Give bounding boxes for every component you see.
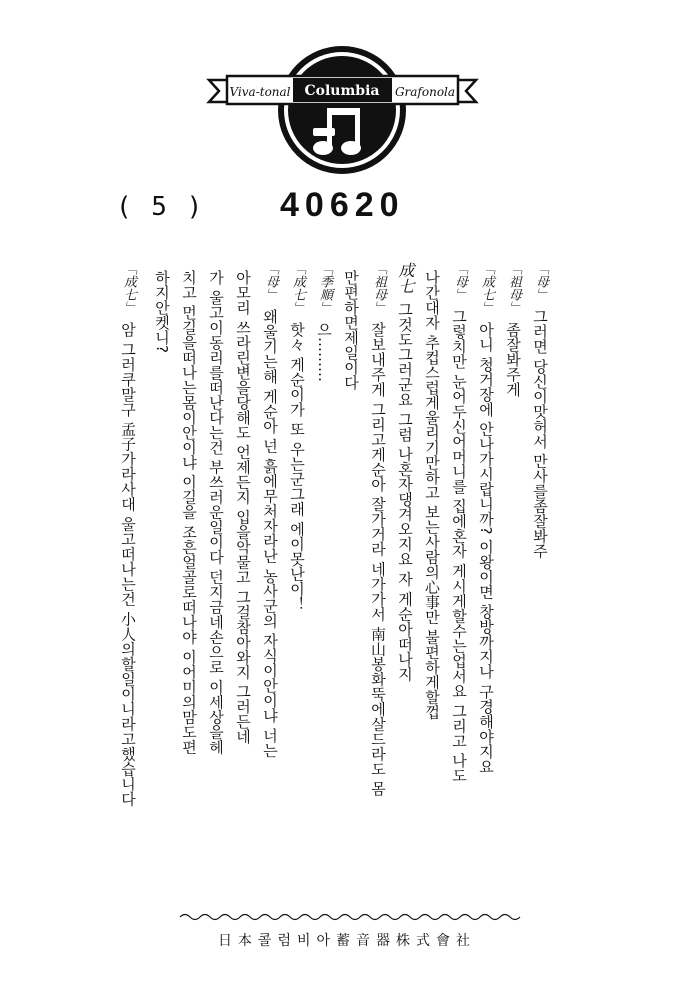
line-text: 좀잘봐주게: [504, 322, 522, 397]
script-line: [478, 262, 493, 902]
speaker-label: 「母」: [533, 262, 548, 301]
logo-brand: Columbia: [304, 83, 380, 99]
line-text: 왜울기는해 게순아 넌 흙에무처자라난 농사군의 자식이안이냐 너는: [261, 309, 279, 758]
script-line: [343, 262, 358, 902]
speaker-label: 「祖母」: [371, 262, 386, 314]
script-line: [397, 262, 413, 902]
line-text: 암 그러쿠말구 孟子가라사대 울고떠나는건 小人의할일이니라고했습니다: [119, 322, 137, 807]
script-body: [116, 262, 556, 902]
speaker-label: 「成七」: [290, 262, 305, 314]
logo-right-text: Grafonola: [394, 85, 456, 99]
script-line: [424, 262, 439, 902]
speaker-label: 「祖母」: [506, 262, 521, 314]
speaker-label: 「成七」: [121, 262, 136, 314]
line-text: 치고 먼길을떠나는몸이안이냐 이길을 조흔얼골로떠나야 이어미의맘도편: [180, 270, 198, 755]
speaker-label: 「季順」: [317, 262, 332, 314]
page-number: ( 5 ): [116, 192, 205, 222]
speaker-label: 「母」: [452, 262, 467, 301]
columbia-logo: [205, 38, 480, 178]
script-line: [370, 262, 385, 902]
line-text: 아모리 쓰라린변을당해도 언제든지 입을악물고 그걸참아와지 그러든네: [234, 270, 252, 744]
speaker-label: 「母」: [263, 262, 278, 301]
script-line: [208, 262, 223, 902]
speaker-label: 「成七」: [479, 262, 494, 314]
publisher-footer: 日本콜럼비아蓄音器株式會社: [217, 933, 477, 949]
script-line: [262, 262, 277, 902]
line-text: 그러면 당신이맛허서 만사를좀잘봐주: [531, 309, 549, 559]
logo-left-text: Viva-tonal: [229, 85, 291, 99]
line-text: 가 울고이동리를떠난다는건 부쓰러운일이다 던지금네손으로 이세상을헤: [207, 270, 225, 755]
line-text: 그렇치만 눈어두신어머니를 집에혼자 게시게할수는업서요 그리고 나도: [450, 309, 468, 783]
line-text: 만편하면제일이다: [342, 270, 360, 390]
line-text: 잘보내주게 그리고게순아 잘가거라 네가가서 南山봉화뚝에살드라도 몸: [369, 322, 387, 796]
script-line: [235, 262, 250, 902]
line-text: 그것도그러군요 그럼 나혼자댕겨오지요 자 게순아떠나지: [396, 302, 414, 682]
script-line: [451, 262, 466, 902]
script-line: [289, 262, 304, 902]
script-line: [181, 262, 196, 902]
script-line: [532, 262, 547, 902]
script-line: [120, 262, 135, 902]
script-line: [154, 262, 169, 902]
wavy-divider: [180, 912, 520, 922]
line-text: 아니 청거장에 안나가시랍니까? 이왕이면 창방까지나 구경해야지요: [477, 322, 495, 774]
script-line: [505, 262, 520, 902]
line-text: 나간대자 추컵스럽게울리기만하고 보는사람의心事만 불편하게할껍: [423, 270, 441, 720]
line-text: 핫々 게순이가 또 우는군그래 에이못난이！: [288, 322, 306, 612]
line-text: 하지안켓니?: [153, 270, 171, 353]
line-text: 으………: [315, 322, 333, 382]
record-number: 40620: [280, 186, 405, 224]
speaker-label: 成七: [396, 262, 415, 294]
script-line: [316, 262, 331, 902]
